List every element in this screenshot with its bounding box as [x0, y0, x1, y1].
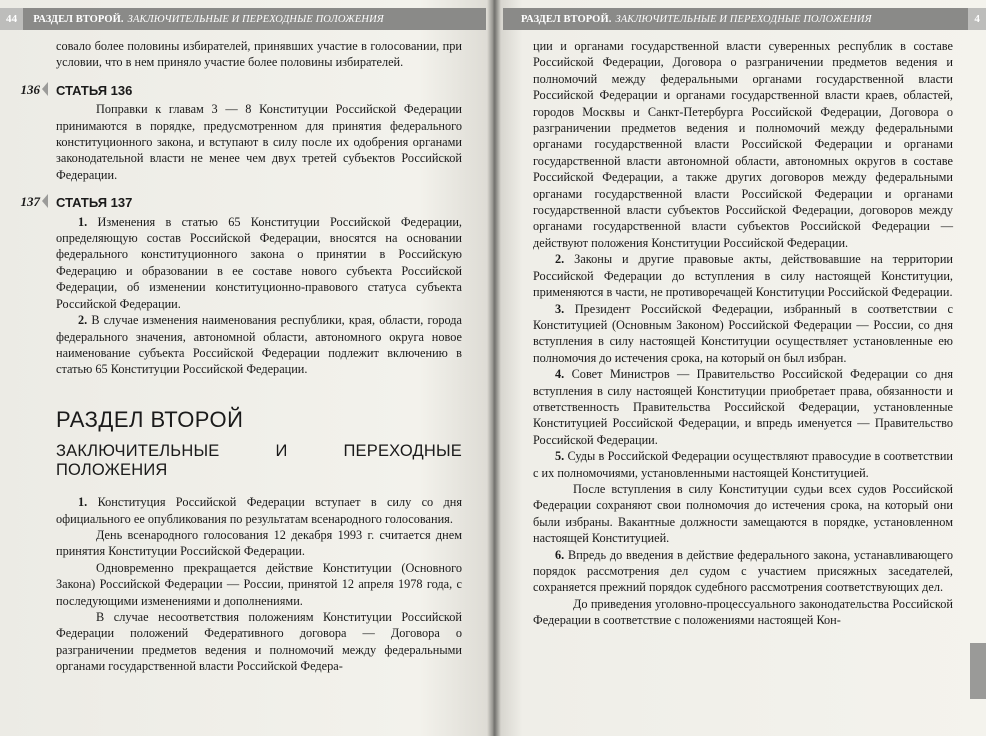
right-header-text — [521, 14, 872, 25]
item-text: Законы и другие правовые акты, действовавшие на территории Российской Федерации до вступления в силу настоящей Конституции, применяются в части, не противоречащей Конституции Российской Федерации. — [533, 252, 953, 300]
margin-number-text: 137 — [20, 194, 40, 210]
provision-paragraph — [533, 547, 953, 596]
right-page-number: 4 — [968, 8, 986, 30]
item-number: 1. — [78, 495, 88, 510]
book-gutter — [487, 0, 501, 736]
right-running-header — [503, 8, 986, 30]
article-137 — [20, 194, 462, 377]
provision-paragraph: В случае несоответствия положениям Конституции Российской Федерации положений Федеративного договора — Договора о разграничении предметов ведения и полномочий между федеральными органами государственной власти Российской Федера- — [56, 609, 462, 674]
item-text: Изменения в статью 65 Конституции Российской Федерации, определяющую состав Российской Федерации, вносятся на основании федерального конституционного закона о принятии в Российскую Федерацию и образовании в ее составе нового субъекта Российской Федерации, об изменении конституционно-правового статуса субъекта Российской Федерации. — [56, 214, 462, 311]
item-number: 2. — [555, 252, 565, 267]
left-running-header — [0, 8, 486, 30]
item-text: Суды в Российской Федерации осуществляют правосудие в соответствии с их полномочиями, установленными настоящей Конституцией. — [533, 449, 953, 480]
item-text: Совет Министров — Правительство Российской Федерации со дня вступления в силу настоящей Конституции приобретает права, обязанности и ответственность Правительства Российской Федерации, установленные Конституцией Российской Федерации, и впредь именуется — Правительство Российской Федерации. — [533, 367, 953, 447]
article-paragraph — [56, 312, 462, 378]
margin-number-137 — [2, 194, 48, 210]
margin-number-136 — [2, 82, 48, 98]
provision-paragraph: До приведения уголовно-процессуального законодательства Российской Федерации в соответствие с положениями настоящей Кон- — [533, 596, 953, 628]
left-header-bold: РАЗДЕЛ ВТОРОЙ. — [33, 13, 124, 25]
item-text: Впредь до введения в действие федерального закона, устанавливающего порядок рассмотрения дел судом с участием присяжных заседателей, сохраняется прежний порядок судебного рассмотрения соответствующих дел. — [533, 547, 954, 595]
provision-paragraph: Одновременно прекращается действие Конституции (Основного Закона) Российской Федерации — России, принятой 12 апреля 1978 года, с последующими изменениями и дополнениями. — [56, 560, 462, 608]
item-number: 4. — [555, 367, 565, 382]
right-header-bold: РАЗДЕЛ ВТОРОЙ. — [521, 13, 612, 25]
intro-paragraph: совало более половины избирателей, принявших участие в голосовании, при условии, что в нем приняло участие более половины избирателей. — [56, 39, 462, 70]
provision-paragraph — [533, 366, 953, 448]
margin-arrow-icon — [42, 194, 48, 208]
left-header-italic: ЗАКЛЮЧИТЕЛЬНЫЕ И ПЕРЕХОДНЫЕ ПОЛОЖЕНИЯ — [127, 13, 384, 25]
left-text-block — [20, 38, 463, 675]
right-text-block — [533, 38, 953, 629]
item-text: В случае изменения наименования республики, края, области, города федерального значения, автономной области, автономного округа новое наименование субъекта Российской Федерации подлежит включению в статью 65 Конституции Российской Федерации. — [56, 313, 462, 377]
provision-paragraph — [533, 448, 953, 481]
article-paragraph — [56, 214, 462, 312]
right-header-italic: ЗАКЛЮЧИТЕЛЬНЫЕ И ПЕРЕХОДНЫЕ ПОЛОЖЕНИЯ — [615, 13, 872, 25]
provision-paragraph — [533, 301, 953, 367]
article-paragraph: Поправки к главам 3 — 8 Конституции Российской Федерации принимаются в порядке, предусмотренном для принятия федерального конституционного закона, и вступают в силу после их одобрения органами законодательной власти не менее чем двух третей субъектов Российской Федерации. — [56, 102, 462, 182]
margin-number-text: 136 — [20, 81, 40, 97]
thumb-index-tab — [970, 643, 986, 699]
provision-paragraph — [533, 251, 953, 300]
item-number: 5. — [555, 449, 565, 464]
left-page-number: 44 — [0, 8, 23, 30]
article-136 — [20, 81, 462, 183]
continuation-paragraph: ции и органами государственной власти суверенных республик в составе Российской Федерации, Договора о разграничении предметов ведения и полномочий между федеральными органами государственной власти Российской Федерации и органами государственной власти краев, областей, городов Москвы и Санкт-Петербурга Российской Федерации, Договора о разграничении предметов ведения и полномочий между федеральными органами государственной власти Российской Федерации и органами государственной власти автономной области, автономных округов в составе Российской Федерации, а также других договоров между федеральными органами государственной власти Российской Федерации и органами государственной власти субъектов Российской Федерации, договоров между органами государственной власти субъектов Российской Федерации — действуют положения Конституции Российской Федерации. — [533, 39, 953, 250]
article-title: СТАТЬЯ 137 — [56, 195, 133, 211]
item-number: 3. — [555, 301, 565, 316]
margin-arrow-icon — [42, 82, 48, 96]
provision-paragraph: После вступления в силу Конституции судьи всех судов Российской Федерации сохраняют свои полномочия до истечения срока, на который они были избраны. Вакантные должности замещаются в порядке, установленном настоящей Конституцией. — [533, 481, 953, 546]
article-title: СТАТЬЯ 136 — [56, 82, 133, 98]
item-text: Президент Российской Федерации, избранный в соответствии с Конституцией (Основным Законом) Российской Федерации — России, со дня вступления в силу настоящей Конституции осуществляет установленные ею полномочия до истечения срока, на который он был избран. — [533, 301, 953, 365]
section-title: РАЗДЕЛ ВТОРОЙ — [56, 406, 244, 432]
right-page — [493, 0, 986, 736]
provision-paragraph — [56, 494, 462, 527]
item-number: 6. — [555, 547, 565, 562]
item-text: Конституция Российской Федерации вступает в силу со дня официального ее опубликования по результатам всенародного голосования. — [56, 495, 463, 526]
provision-paragraph: День всенародного голосования 12 декабря 1993 г. считается днем принятия Конституции Российской Федерации. — [56, 527, 462, 559]
item-number: 1. — [78, 214, 88, 229]
section-subtitle: ЗАКЛЮЧИТЕЛЬНЫЕ И ПЕРЕХОДНЫЕ ПОЛОЖЕНИЯ — [56, 442, 462, 480]
item-number: 2. — [78, 313, 88, 328]
